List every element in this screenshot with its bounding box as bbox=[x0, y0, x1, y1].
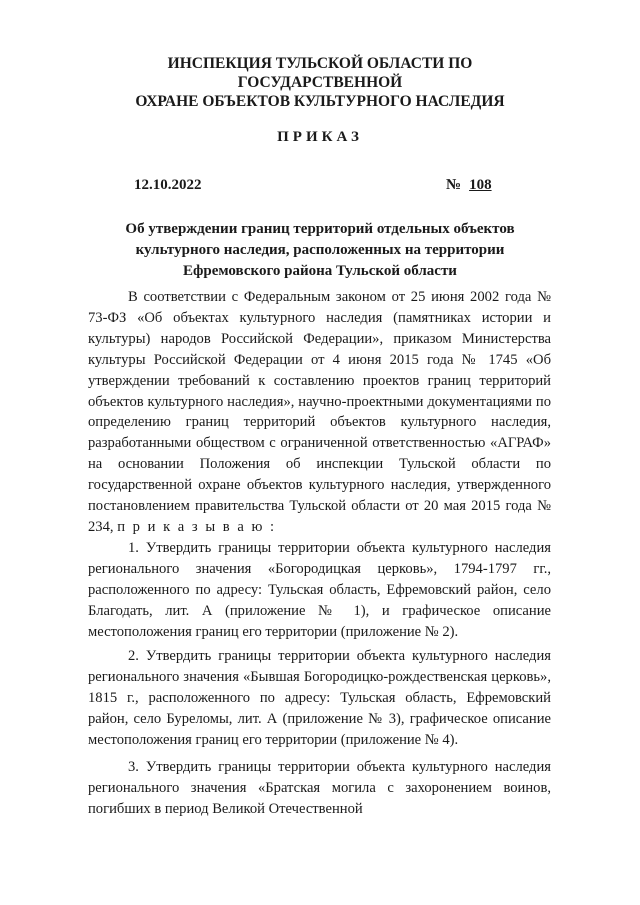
order-body bbox=[88, 287, 551, 820]
subject-line-1: Об утверждении границ территорий отдельных объектов bbox=[125, 221, 515, 237]
item-3-paragraph: 3. Утвердить границы территории объекта культурного наследия регионального значения «Братская могила с захоронением воинов, погибших в период Великой Отечественной bbox=[88, 758, 551, 817]
item-2-paragraph: 2. Утвердить границы территории объекта культурного наследия регионального значения «Бывшая Богородицко-рождественская церковь», 1815 г., расположенного по адресу: Тульская область, Ефремовский район, село Буреломы, лит. А (приложение № 3), графическое описание местоположения границ его территории (приложение № 4). bbox=[88, 648, 551, 749]
order-subject bbox=[0, 219, 640, 282]
subject-line-3: Ефремовского района Тульской области bbox=[183, 263, 457, 279]
authority-line-2: ГОСУДАРСТВЕННОЙ bbox=[237, 74, 403, 91]
authority-line-3: ОХРАНЕ ОБЪЕКТОВ КУЛЬТУРНОГО НАСЛЕДИЯ bbox=[135, 93, 505, 110]
authority-line-1: ИНСПЕКЦИЯ ТУЛЬСКОЙ ОБЛАСТИ ПО bbox=[167, 55, 473, 72]
order-number bbox=[446, 177, 492, 194]
preamble-paragraph bbox=[88, 287, 551, 538]
subject-line-2: культурного наследия, расположенных на территории bbox=[135, 242, 505, 258]
preamble-text: В соответствии с Федеральным законом от 25 июня 2002 года № 73-ФЗ «Об объектах культурного наследия (памятниках истории и культуры) народов Российской Федерации», приказом Министерства культуры Российской Федерации от 4 июня 2015 года № 1745 «Об утверждении требований к составлению проектов границ территорий объектов культурного наследия», научно-проектными документациями по определению границ территорий объектов культурного наследия, разработанными обществом с ограниченной ответственностью «АГРАФ» на основании Положения об инспекции Тульской области по государственной охране объектов культурного наследия, утвержденного постановлением правительства Тульской области от 20 мая 2015 года № 234, bbox=[88, 289, 551, 535]
number-value: 108 bbox=[469, 177, 492, 193]
order-date: 12.10.2022 bbox=[134, 177, 202, 193]
number-sign: № bbox=[446, 177, 462, 193]
document-type: ПРИКАЗ bbox=[277, 129, 363, 145]
issuing-authority bbox=[0, 54, 640, 111]
decree-word: п р и к а з ы в а ю : bbox=[117, 518, 277, 535]
item-1-paragraph: 1. Утвердить границы территории объекта культурного наследия регионального значения «Богородицкая церковь», 1794-1797 гг., расположенного по адресу: Тульская область, Ефремовский район, село Благодать, лит. А (приложение № 1), и графическое описание местоположения границ его территории (приложение № 2). bbox=[88, 539, 551, 640]
